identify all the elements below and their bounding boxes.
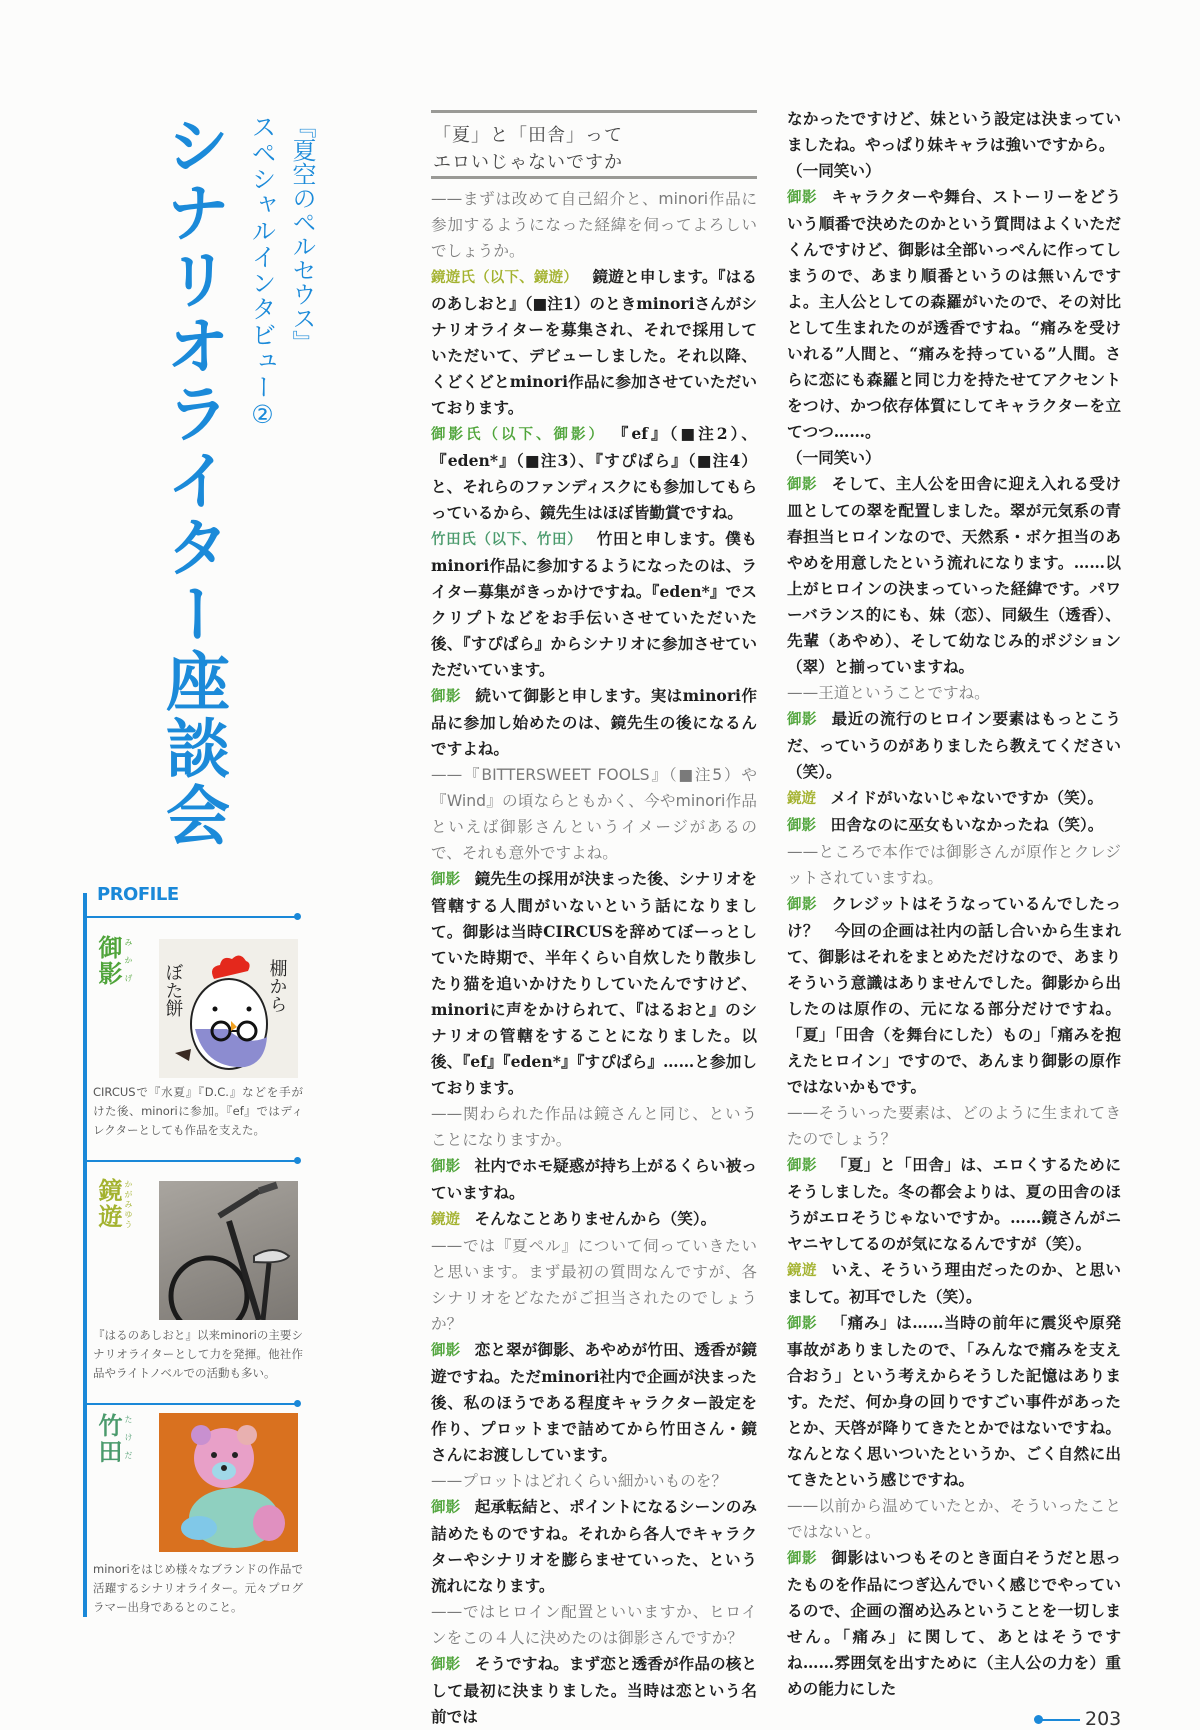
answer-paragraph <box>787 184 1121 445</box>
answer-text: そんなことありませんから（笑）。 <box>474 1209 717 1228</box>
speaker-label: 御影 <box>787 818 816 834</box>
divider <box>85 1160 298 1162</box>
speaker-label: 御影 <box>787 477 818 493</box>
interviewer-question: ——関わられた作品は鏡さんと同じ、ということになりますか。 <box>431 1105 757 1149</box>
answer-text: 鏡遊と申します。『はるのあしおと』（■注1）のときminoriさんがシナリオライターを募集され、それで採用していただいて、デビューしました。それ以降、くどくどとminori作品に参加させていただいております。 <box>431 267 758 417</box>
article-title: シナリオライター座談会 <box>155 112 229 849</box>
speaker-label: 竹田氏（以下、竹田） <box>431 532 583 548</box>
answer-text: クレジットはそうなっているんでしたっけ？ 今回の企画は社内の話し合いから生まれて、御影はそれをまとめただけなので、あまりそういう意識はありませんでした。御影から出したのは原作の、元になる部分だけですね。「夏」「田舎（を舞台にした）もの」「痛みを抱えたヒロイン」ですので、あんまり御影の原作ではないかもです。 <box>787 894 1121 1096</box>
divider <box>85 916 298 918</box>
interviewer-question: ——プロットはどれくらい細かいものを？ <box>431 1472 727 1490</box>
answer-text: そうですね。まず恋と透香が作品の核として最初に決まりました。当時は恋という名前では <box>431 1654 757 1726</box>
answer-text: メイドがいないじゃないですか（笑）。 <box>830 788 1104 807</box>
answer-paragraph <box>431 866 757 1101</box>
mikage-avatar-image <box>159 939 298 1078</box>
section-heading-line: 「夏」と「田舎」って <box>433 125 623 146</box>
profile-caption: 『はるのあしおと』以来minoriの主要シナリオライターとして力を発揮。他社作品やライトノベルでの活動も多い。 <box>93 1328 303 1380</box>
section-heading-line: エロいじゃないですか <box>433 152 623 173</box>
profile-heading: PROFILE <box>97 884 179 905</box>
text-paragraph <box>787 158 1121 184</box>
interviewer-question: ——まずは改めて自己紹介と、minori作品に参加するようになった経緯を伺ってよろしいでしょうか。 <box>431 190 757 260</box>
answer-paragraph <box>431 526 757 683</box>
interviewer-question: ——以前から温めていたとか、そういったことではないと。 <box>787 1497 1121 1541</box>
answer-text: そして、主人公を田舎に迎え入れる受け皿としての翠を配置しました。翠が元気系の青春担当ヒロインなので、天然系・ボケ担当のあやめを用意したという流れになります。……以上がヒロインの決まっていった経緯です。パワーバランス的にも、妹（恋）、同級生（透香）、先輩（あやめ）、そして幼なじみ的ポジション（翠）と揃っていますね。 <box>787 474 1121 676</box>
speaker-label: 御影 <box>431 1343 461 1359</box>
speaker-label: 御影 <box>431 689 461 705</box>
series-label: スペシャルインタビュー② <box>248 114 277 430</box>
answer-text: 起承転結と、ポイントになるシーンのみ詰めたものですね。それから各人でキャラクターやシナリオを膨らませていった、という流れになります。 <box>431 1497 757 1595</box>
text-paragraph <box>787 106 1121 158</box>
answer-text: いえ、そういう理由だったのか、と思いまして。初耳でした（笑）。 <box>787 1260 1122 1306</box>
furigana: たけだ <box>124 1415 133 1469</box>
speaker-label: 御影 <box>787 1158 818 1174</box>
answer-text: 社内でホモ疑惑が持ち上がるくらい被っていますね。 <box>431 1156 757 1202</box>
speaker-label: 御影氏（以下、御影） <box>431 427 607 443</box>
furigana: かがみゆう <box>124 1180 133 1230</box>
game-title: 『夏空のペルセウス』 <box>288 114 316 354</box>
answer-paragraph <box>787 706 1121 785</box>
takeda-bear-image <box>159 1413 298 1552</box>
profile-bar <box>83 893 87 1617</box>
answer-text: 田舎なのに巫女もいなかったね（笑）。 <box>830 815 1104 834</box>
answer-paragraph <box>787 812 1121 839</box>
speaker-label: 鏡遊 <box>787 791 816 807</box>
speaker-label: 御影 <box>431 1657 461 1673</box>
answer-paragraph <box>431 1494 757 1599</box>
answer-paragraph <box>787 1310 1121 1493</box>
speaker-label: 鏡遊氏（以下、鏡遊） <box>431 270 579 286</box>
answer-paragraph <box>431 1337 757 1468</box>
answer-paragraph <box>787 891 1121 1100</box>
answer-paragraph <box>787 1152 1121 1257</box>
interview-column-1 <box>431 186 757 1730</box>
answer-text: なかったですけど、妹という設定は決まっていましたね。やっぱり妹キャラは強いですから。 <box>787 109 1121 154</box>
answer-paragraph <box>431 264 757 421</box>
speaker-label: 鏡遊 <box>787 1263 817 1279</box>
speaker-label: 御影 <box>431 872 461 888</box>
page-number: 203 <box>1085 1708 1122 1730</box>
answer-paragraph <box>787 1257 1121 1310</box>
interviewer-question: ——ではヒロイン配置といいますか、ヒロインをこの４人に決めたのは御影さんですか？ <box>431 1603 757 1647</box>
furigana: みかげ <box>124 938 133 992</box>
speaker-label: 鏡遊 <box>431 1212 460 1228</box>
answer-text: 『ef』（■注2）、『eden*』（■注3）、『すぴぱら』（■注4）と、それらのファンディスクにも参加してもらっているから、鏡先生はほぼ皆勤賞ですね。 <box>431 424 757 522</box>
speaker-label: 御影 <box>431 1159 461 1175</box>
answer-text: 「痛み」は……当時の前年に震災や原発事故がありましたので、「みんなで痛みを支え合おう」という考えからそうした記憶はあります。ただ、何か身の回りですごい事件があったとか、天啓が降りてきたとかではないですね。なんとなく思いついたというか、ごく自然に出てきたという感じですね。 <box>787 1313 1121 1489</box>
answer-text: 「夏」と「田舎」は、エロくするためにそうしました。冬の都会よりは、夏の田舎のほうがエロそうじゃないですか。……鏡さんがニヤニヤしてるのが気になるんですが（笑）。 <box>787 1155 1121 1253</box>
speaker-label: 御影 <box>431 1500 461 1516</box>
heading-rule-top <box>431 110 757 113</box>
profile-name-takeda: 竹田 <box>94 1413 123 1465</box>
interview-column-2 <box>787 106 1121 1702</box>
answer-paragraph <box>431 1651 757 1730</box>
answer-paragraph <box>787 785 1121 812</box>
heading-rule-bottom <box>431 176 757 179</box>
answer-text: 御影はいつもそのとき面白そうだと思ったものを作品につぎ込んでいく感じでやっているので、企画の溜め込みということを一切しません。「痛み」に関して、あとはそうですね……雰囲気を出すために（主人公の力を）重めの能力にした <box>787 1548 1121 1698</box>
answer-text: 恋と翠が御影、あやめが竹田、透香が鏡遊ですね。ただminori社内で企画が決まった後、私のほうである程度キャラクター設定を作り、プロットまで詰めてから竹田さん・鏡さんにお渡ししています。 <box>431 1340 757 1464</box>
interviewer-question: ——王道ということですね。 <box>787 684 990 702</box>
interviewer-question: ——そういった要素は、どのように生まれてきたのでしょう？ <box>787 1104 1121 1148</box>
profile-caption: minoriをはじめ様々なブランドの作品で活躍するシナリオライター。元々プログラマー出身であるとのこと。 <box>93 1562 303 1614</box>
page-number-line <box>1040 1719 1080 1721</box>
answer-text: 続いて御影と申します。実はminori作品に参加し始めたのは、鏡先生の後になるんですよね。 <box>431 686 757 758</box>
divider <box>85 1403 298 1405</box>
profile-caption: CIRCUSで『水夏』『D.C.』などを手がけた後、minoriに参加。『ef』ではディレクターとしても作品を支えた。 <box>93 1085 303 1137</box>
speaker-label: 御影 <box>787 1551 818 1567</box>
answer-text: （一同笑い） <box>787 161 881 180</box>
section-heading <box>433 122 753 176</box>
photo-lettering: 棚から <box>266 959 288 1013</box>
answer-paragraph <box>431 1153 757 1206</box>
text-paragraph <box>787 445 1121 471</box>
answer-paragraph <box>431 1206 757 1233</box>
answer-paragraph <box>787 1545 1121 1702</box>
speaker-label: 御影 <box>787 190 818 206</box>
profile-name-kagami: 鏡遊 <box>94 1178 123 1230</box>
profile-name-mikage: 御影 <box>94 935 123 987</box>
interviewer-question: ——『BITTERSWEET FOOLS』（■注5）や『Wind』の頃ならともかく、今やminori作品といえば御影さんというイメージがあるので、それも意外ですよね。 <box>431 766 757 862</box>
answer-text: 最近の流行のヒロイン要素はもっとこうだ、っていうのがありましたら教えてください（笑）。 <box>787 709 1121 781</box>
speaker-label: 御影 <box>787 712 818 728</box>
answer-text: 鏡先生の採用が決まった後、シナリオを管轄する人間がいないという話になりまして。御影は当時CIRCUSを辞めてぼーっとしていた時期で、半年くらい自炊したり散歩したり猫を追いかけたりしていたんですけど、minoriに声をかけられて、『はるおと』のシナリオの管轄をすることになりました。以後、『ef』『eden*』『すぴぱら』……と参加しております。 <box>431 869 757 1097</box>
kagami-bicycle-image <box>159 1181 298 1320</box>
speaker-label: 御影 <box>787 897 818 913</box>
answer-paragraph <box>431 421 757 526</box>
answer-text: 竹田と申します。僕もminori作品に参加するようになったのは、ライター募集がきっかけですね。『eden*』でスクリプトなどをお手伝いさせていただいた後、『すぴぱら』からシナリオに参加させていただいています。 <box>431 529 757 679</box>
photo-lettering: ぼた餅 <box>162 963 184 1017</box>
answer-text: キャラクターや舞台、ストーリーをどういう順番で決めたのかという質問はよくいただくんですけど、御影は全部いっぺんに作ってしまうので、あまり順番というのは無いんですよ。主人公としての森羅がいたので、その対比として生まれたのが透香ですね。“痛みを受けいれる”人間と、“痛みを持っている”人間。さらに恋にも森羅と同じ力を持たせてアクセントをつけ、かつ依存体質にしてキャラクターを立てつつ……。 <box>787 187 1121 441</box>
answer-paragraph <box>787 471 1121 680</box>
speaker-label: 御影 <box>787 1316 818 1332</box>
interviewer-question: ——では『夏ペル』について伺っていきたいと思います。まず最初の質問なんですが、各シナリオをどなたがご担当されたのでしょうか？ <box>431 1237 757 1333</box>
answer-paragraph <box>431 683 757 762</box>
answer-text: （一同笑い） <box>787 448 881 467</box>
interviewer-question: ——ところで本作では御影さんが原作とクレジットされていますね。 <box>787 843 1121 887</box>
page-number-dot-icon <box>1034 1715 1043 1724</box>
